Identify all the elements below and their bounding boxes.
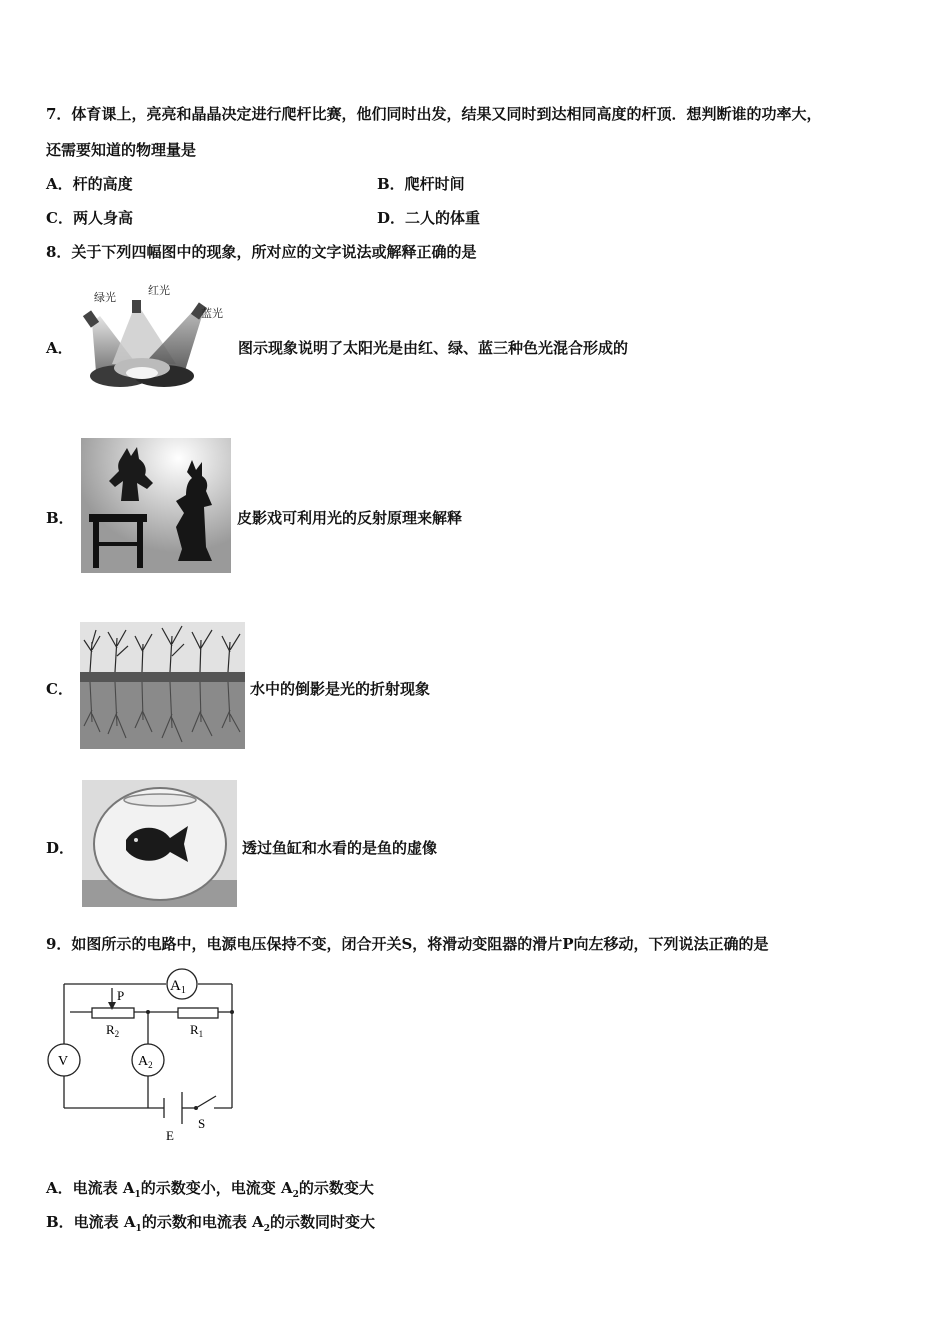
water-reflection-image bbox=[80, 622, 245, 749]
q9-option-b: B．电流表 $A_1$的示数和电流表 $A_2$的示数同时变大 bbox=[46, 1213, 375, 1234]
q7-option-b: B．爬杆时间 bbox=[377, 175, 465, 193]
q8-option-d-text: 透过鱼缸和水看的是鱼的虚像 bbox=[242, 839, 438, 857]
fish-bowl-image bbox=[82, 780, 237, 907]
q8-option-a-letter: A． bbox=[46, 339, 73, 357]
ammeter1-label: $A_1$ bbox=[170, 978, 186, 996]
color-light-image bbox=[76, 280, 232, 392]
switch-label: S bbox=[198, 1116, 206, 1131]
q8-stem: 8．关于下列四幅图中的现象，所对应的文字说法或解释正确的是 bbox=[46, 243, 477, 261]
slider-label: P bbox=[117, 988, 125, 1003]
q8-option-a-text: 图示现象说明了太阳光是由红、绿、蓝三种色光混合形成的 bbox=[238, 339, 629, 357]
r2-label: $R_2$ bbox=[106, 1022, 120, 1039]
q7-stem-line1: 7．体育课上，亮亮和晶晶决定进行爬杆比赛，他们同时出发，结果又同时到达相同高度的杆顶．想判断谁的功率大， bbox=[46, 105, 822, 123]
red-light-label: 红光 bbox=[148, 284, 170, 297]
q9-option-a: A．电流表 $A_1$的示数变小，电流变 $A_2$的示数变大 bbox=[46, 1179, 374, 1200]
q8-option-c-text: 水中的倒影是光的折射现象 bbox=[250, 680, 431, 698]
q8-option-b-text: 皮影戏可利用光的反射原理来解释 bbox=[237, 509, 463, 527]
shadow-play-image bbox=[81, 438, 231, 573]
ammeter2-label: $A_2$ bbox=[138, 1054, 153, 1070]
q7-option-c: C．两人身高 bbox=[46, 209, 133, 227]
q7-option-a: A．杆的高度 bbox=[46, 175, 133, 193]
q7-option-d: D．二人的体重 bbox=[377, 209, 481, 227]
circuit-diagram bbox=[44, 966, 244, 1146]
q7-stem-line2: 还需要知道的物理量是 bbox=[46, 141, 197, 159]
q9-stem: 9．如图所示的电路中，电源电压保持不变，闭合开关S，将滑动变阻器的滑片P向左移动，下列说法正确的是 bbox=[46, 935, 769, 953]
green-light-label: 绿光 bbox=[94, 291, 116, 304]
q8-option-b-letter: B． bbox=[46, 509, 74, 527]
q8-option-c-letter: C． bbox=[46, 680, 73, 698]
source-label: E bbox=[166, 1128, 174, 1143]
voltmeter-label: V bbox=[58, 1054, 69, 1069]
r1-label: $R_1$ bbox=[190, 1022, 204, 1039]
blue-light-label: 蓝光 bbox=[201, 307, 223, 320]
q8-option-d-letter: D． bbox=[46, 839, 75, 857]
